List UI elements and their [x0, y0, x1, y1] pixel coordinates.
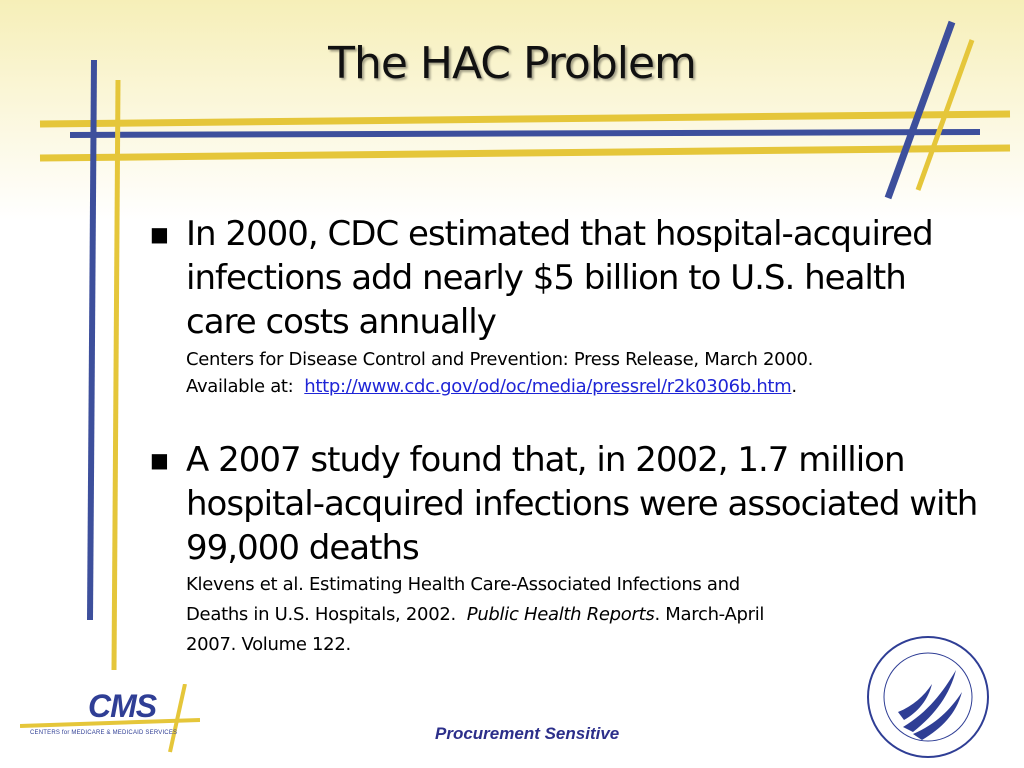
link-suffix: . [791, 376, 797, 397]
square-bullet-icon: ■ [150, 222, 168, 246]
bullet-2 [150, 438, 980, 570]
reference-2 [186, 570, 966, 660]
journal-name: Public Health Reports [466, 604, 655, 625]
cms-logo-subtitle: CENTERS for MEDICARE & MEDICAID SERVICES [30, 730, 178, 736]
blue-bar [70, 132, 980, 135]
gold-bar-bottom [40, 148, 1010, 158]
reference-1-line2 [186, 373, 966, 400]
reference-2-line2 [186, 600, 966, 630]
reference-1 [186, 346, 966, 400]
cdc-press-release-link[interactable]: http://www.cdc.gov/od/oc/media/pressrel/r2k0306b.htm [304, 376, 792, 397]
cms-logo [20, 684, 200, 754]
reference-2-line3: 2007. Volume 122. [186, 634, 351, 655]
square-bullet-icon: ■ [150, 448, 168, 472]
reference-2-line2-prefix: Deaths in U.S. Hospitals, 2002. [186, 604, 456, 625]
footer-text: Procurement Sensitive [435, 724, 620, 743]
reference-2-line2-suffix: . March-April [654, 604, 765, 625]
slide-title: The HAC Problem [328, 38, 696, 89]
gold-left-vertical [114, 80, 118, 670]
cms-logo-word: CMS [88, 688, 157, 724]
bullet-2-text: A 2007 study found that, in 2002, 1.7 million hospital-acquired infections were associated with 99,000 deaths [186, 440, 978, 568]
blue-left-vertical [90, 60, 94, 620]
available-label: Available at: [186, 376, 294, 397]
bullet-1 [150, 212, 980, 344]
reference-2-line1: Klevens et al. Estimating Health Care-Associated Infections and [186, 574, 740, 595]
gold-bar-top [40, 114, 1010, 124]
hhs-seal-icon [858, 632, 998, 762]
reference-1-line1: Centers for Disease Control and Prevention: Press Release, March 2000. [186, 349, 814, 370]
bullet-1-text: In 2000, CDC estimated that hospital-acquired infections add nearly $5 billion to U.S. health care costs annually [186, 214, 933, 342]
hhs-seal-logo [858, 632, 998, 762]
